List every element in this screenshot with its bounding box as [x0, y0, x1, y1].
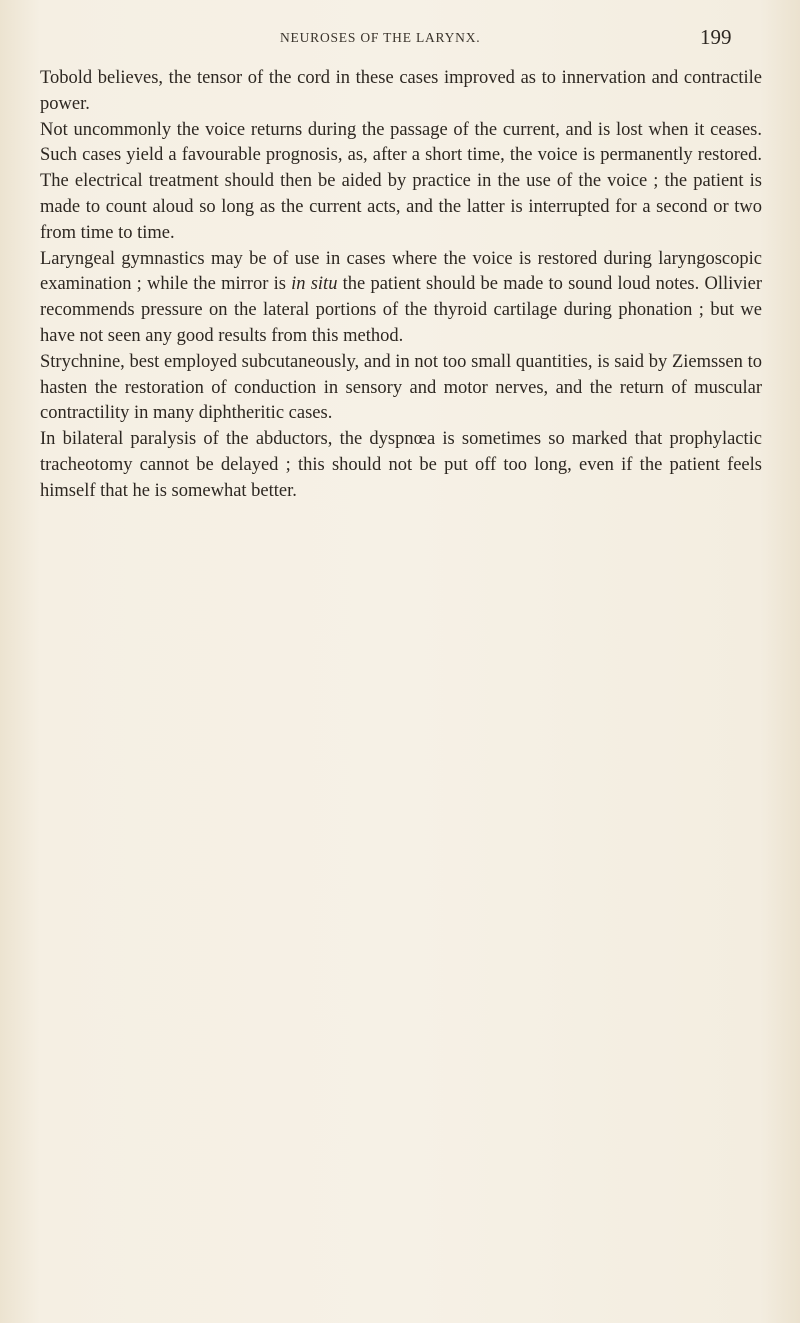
- paragraph-bilateral-paralysis: In bilateral paralysis of the abductors, the dyspnœa is sometimes so marked that prophylactic tracheotomy cannot be delayed ; this should not be put off too long, even if the patient feels himself that he is somewhat better.: [40, 429, 762, 501]
- paragraph-laryngeal-gymnastics-before: Laryngeal gymnastics may be of use in cases where the voice is restored during laryngoscopic examination ; while the mirror is: [40, 248, 762, 295]
- body-text: [40, 66, 762, 505]
- paragraph-tobold: Tobold believes, the tensor of the cord in these cases improved as to innervation and contractile power.: [40, 68, 762, 114]
- paragraph-voice-returns: Not uncommonly the voice returns during the passage of the current, and is lost when it ceases. Such cases yield a favourable prognosis, as, after a short time, the voice is permanently restored. The electrical treatment should then be aided by practice in the use of the voice ; the patient is made to count aloud so long as the current acts, and the latter is interrupted for a second or two from time to time.: [40, 119, 762, 243]
- paragraph-strychnine: Strychnine, best employed subcutaneously, and in not too small quantities, is said by Ziemssen to hasten the restoration of conduction in sensory and motor nerves, and the return of muscular contractility in many diphtheritic cases.: [40, 351, 762, 424]
- running-head: NEUROSES OF THE LARYNX.: [280, 30, 481, 45]
- paragraph-laryngeal-gymnastics-after: the patient should be made to sound loud notes. Ollivier recommends pressure on the lateral portions of the thyroid cartilage during phonation ; but we have not seen any good results from this method.: [40, 274, 762, 346]
- page-number: 199: [700, 25, 732, 49]
- italic-in-situ: in situ: [291, 274, 338, 295]
- paragraph-laryngeal-gymnastics: [40, 247, 762, 350]
